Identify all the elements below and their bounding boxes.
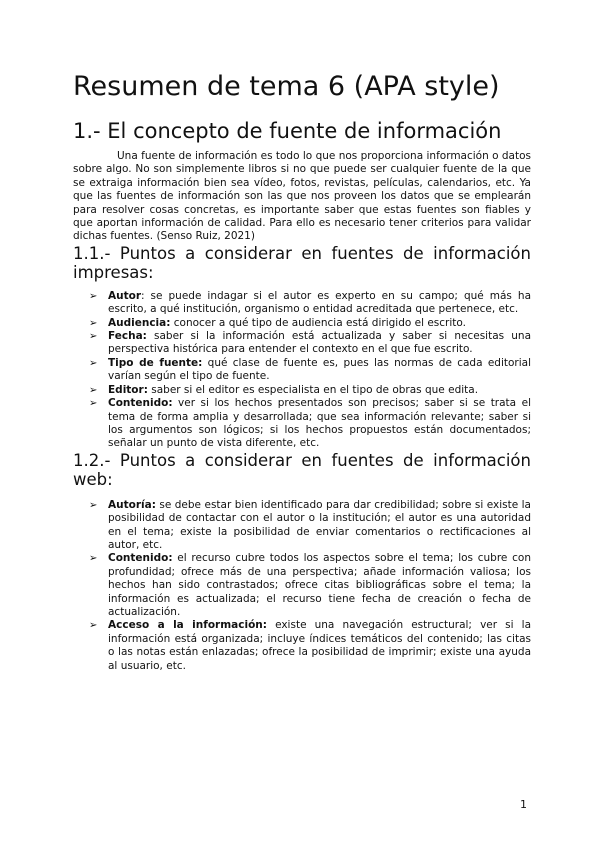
list-item bbox=[73, 330, 531, 357]
list-item-term: Autor bbox=[108, 289, 142, 302]
arrow-bullet-icon: ➢ bbox=[89, 357, 98, 369]
list-item-text: existe una navegación estructural; ver si la información está organizada; incluye índices temáticos del contenido; las citas o las notas están enlazadas; ofrece la posibilidad de imprimir; existe una ayuda al usuario, etc. bbox=[108, 619, 531, 672]
section-1-paragraph: Una fuente de información es todo lo que nos proporciona información o datos sobre algo. No son simplemente libros si no que puede ser cualquier fuente de la que se extraiga información bien sea vídeo, fotos, revistas, películas, calendarios, etc. Ya que las fuentes de información son las que nos proveen los datos que se emplearán para resolver cosas concretas, es importante saber que estas fuentes son fiables y que aportan información de calidad. Para ello es necesario tener criterios para validar dichas fuentes. (Senso Ruiz, 2021) bbox=[73, 150, 531, 243]
list-item-text: conocer a qué tipo de audiencia está dirigido el escrito. bbox=[170, 316, 466, 329]
list-item bbox=[73, 397, 531, 451]
arrow-bullet-icon: ➢ bbox=[89, 553, 98, 565]
list-item-term: Contenido: bbox=[108, 552, 173, 565]
list-item-text: se debe estar bien identificado para dar credibilidad; sobre si existe la posibilidad de contactar con el autor o la institución; el autor es una autoridad en el tema; existe la posibilidad de enviar comentarios o rectificaciones al autor, etc. bbox=[108, 498, 531, 551]
arrow-bullet-icon: ➢ bbox=[89, 317, 98, 329]
document-title: Resumen de tema 6 (APA style) bbox=[73, 71, 500, 102]
section-1-2-heading: 1.2.- Puntos a considerar en fuentes de información web: bbox=[73, 450, 531, 489]
list-item-text: saber si la información está actualizada y saber si necesitas una perspectiva histórica para entender el contexto en el que fue escrito. bbox=[108, 330, 531, 356]
list-item-term: Autoría: bbox=[108, 498, 156, 511]
arrow-bullet-icon: ➢ bbox=[89, 384, 98, 396]
list-item-text: : se puede indagar si el autor es experto en su campo; qué más ha escrito, a qué institución, organismo o entidad acreditada que pertenece, etc. bbox=[108, 289, 531, 316]
list-item-text: saber si el editor es especialista en el tipo de obras que edita. bbox=[147, 383, 479, 396]
section-1-2-list bbox=[73, 499, 531, 673]
section-1-heading: 1.- El concepto de fuente de información bbox=[73, 118, 502, 143]
page-number: 1 bbox=[520, 798, 527, 811]
list-item-term: Audiencia: bbox=[108, 316, 171, 329]
list-item bbox=[73, 499, 531, 553]
list-item-term: Tipo de fuente: bbox=[108, 356, 203, 369]
list-item bbox=[73, 619, 531, 673]
arrow-bullet-icon: ➢ bbox=[89, 620, 98, 632]
list-item-term: Contenido: bbox=[108, 397, 173, 410]
list-item bbox=[73, 357, 531, 384]
list-item bbox=[73, 552, 531, 619]
arrow-bullet-icon: ➢ bbox=[89, 331, 98, 343]
list-item bbox=[73, 290, 531, 317]
list-item bbox=[73, 384, 531, 397]
list-item-text: ver si los hechos presentados son precisos; saber si se trata el tema de forma amplia y desarrollada; que sea información relevante; saber si los argumentos son lógicos; si los hechos propuestos están documentados; señalar un punto de vista diferente, etc. bbox=[108, 397, 531, 450]
arrow-bullet-icon: ➢ bbox=[89, 290, 98, 302]
list-item-term: Acceso a la información: bbox=[108, 619, 267, 632]
list-item-text: el recurso cubre todos los aspectos sobre el tema; los cubre con profundidad; ofrece más de una perspectiva; añade información valiosa; los hechos han sido contrastados; ofrece citas bibliográficas sobre el tema; la información es actualizada; el recurso tiene fecha de creación o fecha de actualización. bbox=[108, 552, 531, 618]
list-item-text: qué clase de fuente es, pues las normas de cada editorial varían según el tipo de fuente. bbox=[108, 356, 531, 383]
arrow-bullet-icon: ➢ bbox=[89, 398, 98, 410]
arrow-bullet-icon: ➢ bbox=[89, 499, 98, 511]
list-item-term: Fecha: bbox=[108, 330, 147, 343]
section-1-1-heading: 1.1.- Puntos a considerar en fuentes de información impresas: bbox=[73, 243, 531, 282]
list-item bbox=[73, 317, 531, 330]
page-content bbox=[73, 70, 531, 673]
section-1-1-list bbox=[73, 290, 531, 451]
list-item-term: Editor: bbox=[108, 383, 148, 396]
